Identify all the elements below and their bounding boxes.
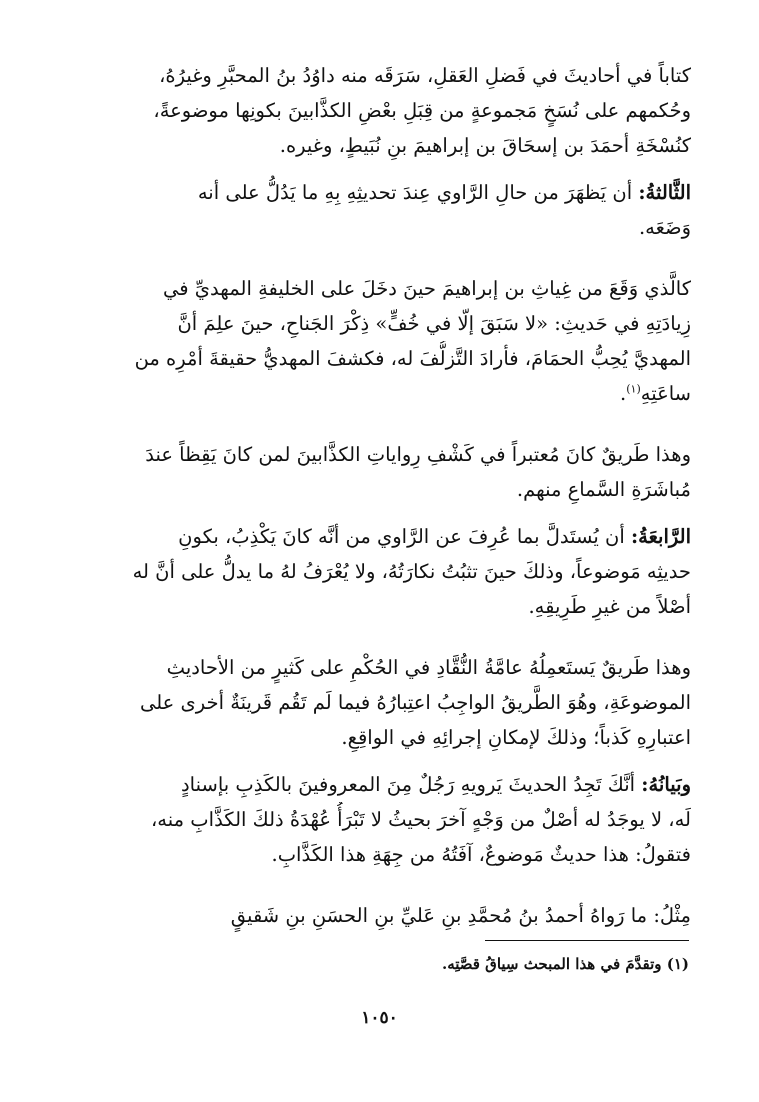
- text-line: كتاباً في أحاديثَ في فَضلِ العَقلِ، سَرَقَه منه داوُدُ بنُ المحبَّرِ وغيرُهُ،: [159, 64, 691, 87]
- text-line: [70, 175, 691, 210]
- page-number: ١٠٥٠: [361, 1008, 398, 1028]
- text-run: ساعَتِهِ: [640, 382, 691, 405]
- text-run: أن يَظهَرَ من حالِ الرَّاوي عِندَ تحديثِهِ بِهِ ما يَدُلُّ على أنه: [197, 181, 639, 204]
- text-run: أن يُستَدلَّ بما عُرِفَ عن الرَّاوي من أنَّه كانَ يَكْذِبُ، بكونِ: [178, 525, 631, 548]
- text-line: كنُسْخَةِ أحمَدَ بن إسحَاقَ بن إبراهيمَ بنِ نُبَيطٍ، وغيره.: [279, 134, 691, 157]
- paragraph-4: [70, 437, 691, 507]
- text-line: مُباشَرَةِ السَّماعِ منهم.: [516, 478, 691, 501]
- text-line: اعتبارِهِ كَذباً؛ وذلكَ لإمكانِ إجرائِهِ في الواقِعِ.: [341, 726, 691, 749]
- explanation-lead: وبَيانُهُ:: [641, 773, 691, 796]
- footnote-ref: (١): [626, 382, 641, 396]
- text-line: لَه، لا يوجَدُ له أصْلٌ من وَجْهٍ آخرَ بحيثُ لا تَبْرَأُ عُهْدَةُ ذلكَ الكَذَّابِ منه،: [151, 808, 691, 831]
- text-line: المهديَّ يُحِبُّ الحمَامَ، فأرادَ التَّزلُّفَ له، فكشفَ المهديُّ حقيقةَ أمْرِه من: [134, 347, 691, 370]
- paragraph-6: [70, 650, 691, 755]
- paragraph-8: [70, 898, 691, 933]
- paragraph-5: [70, 519, 691, 624]
- text-line: [70, 767, 691, 802]
- text-line: [70, 519, 691, 554]
- text-line: وهذا طَريقٌ كانَ مُعتبراً في كَشْفِ رِواياتِ الكذَّابينَ لمن كانَ يَقِظاً عندَ: [145, 443, 691, 466]
- paragraph-1: [70, 58, 691, 163]
- text-line: الموضوعَةِ، وهُوَ الطَّريقُ الواجِبُ اعتِبارُهُ فيما لَم تَقُم قَرينَةٌ أخرى على: [139, 691, 691, 714]
- paragraph-7: [70, 767, 691, 872]
- paragraph-2: [70, 175, 691, 245]
- text-run: .: [620, 382, 627, 405]
- text-line: مِثْلُ: ما رَواهُ أحمدُ بنُ مُحمَّدِ بنِ عَليِّ بنِ الحسَنِ بنِ شَقيقٍ: [230, 904, 691, 927]
- footnote-divider: [485, 940, 689, 941]
- footnote: (١) وتقدَّمَ في هذا المبحث سِياقُ قصَّتِه.: [441, 955, 689, 973]
- text-line: زِيادَتِهِ في حَديثِ: «لا سَبَقَ إلّا في خُفٍّ» ذِكْرَ الجَناحِ، حينَ علِمَ أنَّ: [177, 312, 691, 335]
- text-line: [70, 376, 691, 411]
- text-line: كالَّذي وَقَعَ من غِياثِ بن إبراهيمَ حينَ دخَلَ على الخليفةِ المهديِّ في: [162, 277, 691, 300]
- text-line: فتقولُ: هذا حديثٌ مَوضوعٌ، آفَتُهُ من جِهَةِ هذا الكَذَّابِ.: [271, 843, 691, 866]
- section-lead-fourth: الرَّابعَةُ:: [630, 525, 691, 548]
- text-line: حديثِه مَوضوعاً، وذلكَ حينَ تثبُتُ نكارَتُهُ، ولا يُعْرَفُ لهُ ما يدلُّ على أنَّ له: [132, 560, 691, 583]
- text-line: أصْلاً من غيرِ طَرِيقِهِ.: [528, 595, 691, 618]
- paragraph-3: [70, 271, 691, 411]
- text-run: أنَّكَ تَجِدُ الحديثَ يَرويهِ رَجُلٌ مِنَ المعروفينَ بالكَذِبِ بإسنادٍ: [181, 773, 642, 796]
- section-lead-third: الثَّالثةُ:: [638, 181, 691, 204]
- text-line: وحُكمهم على نُسَخٍ مَجموعةٍ من قِبَلِ بعْضِ الكذَّابينَ بكونِها موضوعةً،: [153, 99, 691, 122]
- text-line: وهذا طَريقٌ يَستَعمِلُهُ عامَّةُ النُّقَّادِ في الحُكْمِ على كَثيرٍ من الأحاديثِ: [166, 656, 691, 679]
- text-line: وَضَعَه.: [638, 216, 691, 239]
